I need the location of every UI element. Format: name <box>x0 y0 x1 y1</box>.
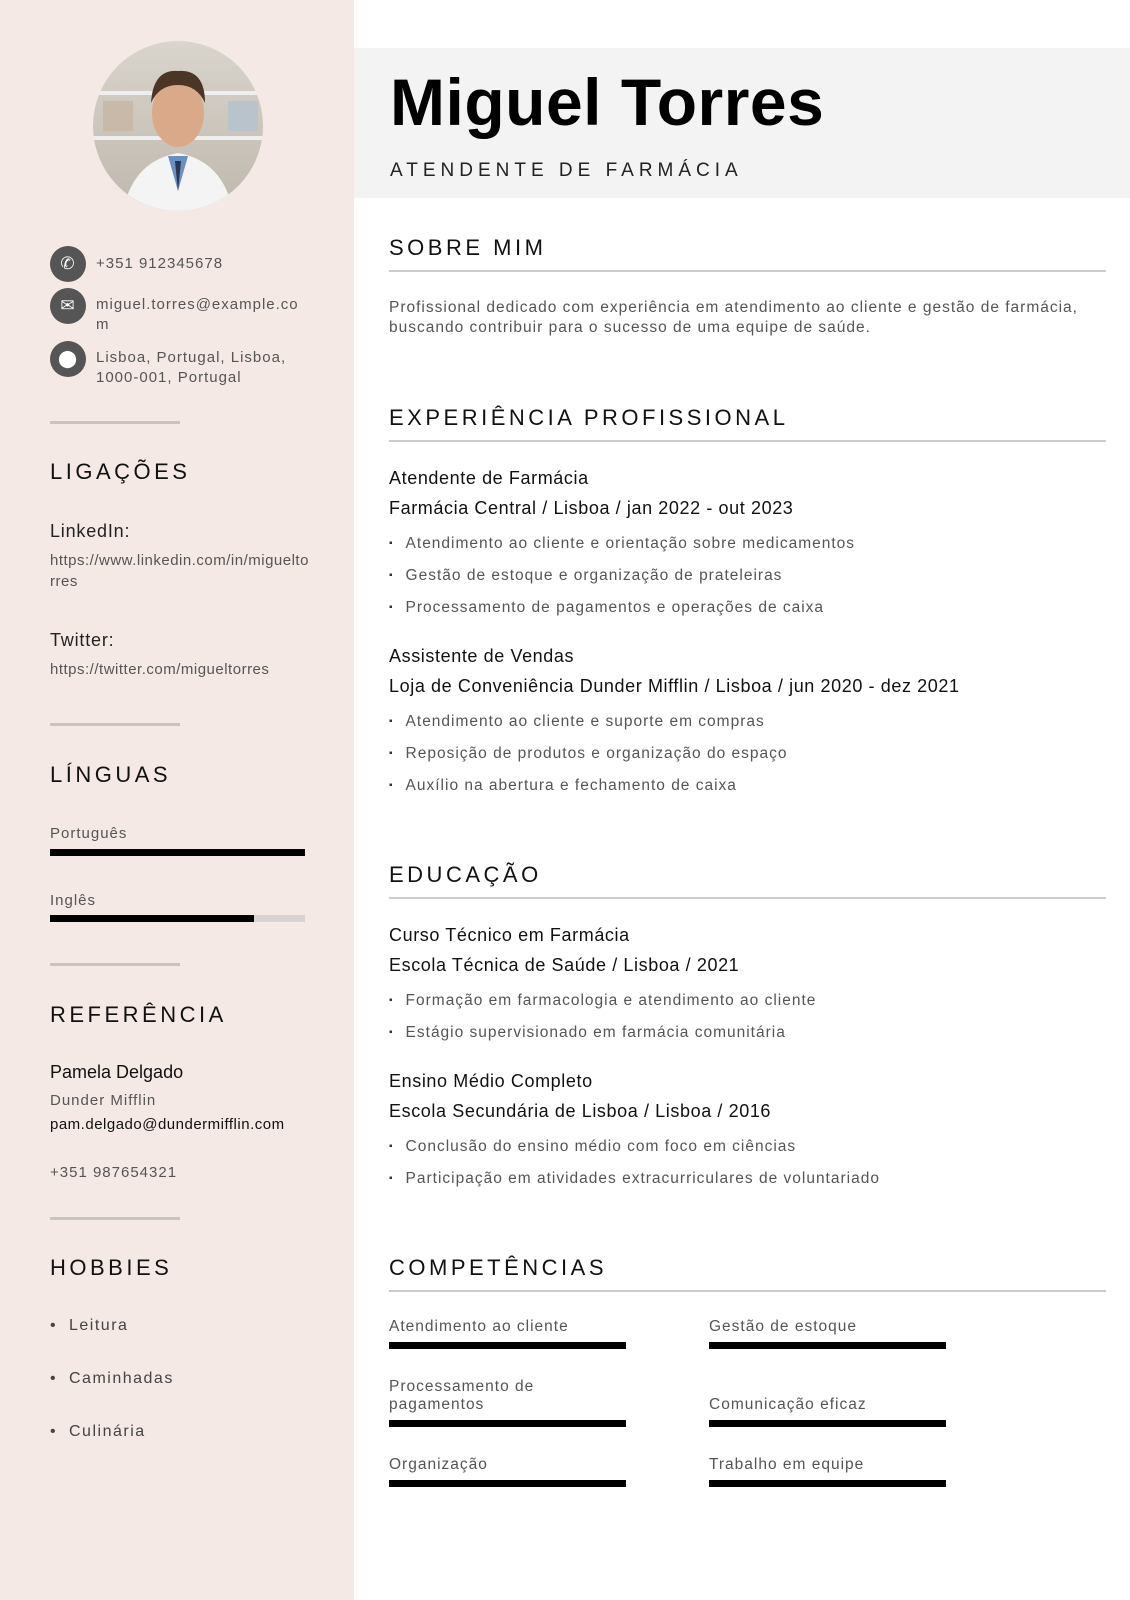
skills-heading: COMPETÊNCIAS <box>389 1255 608 1280</box>
job-details: Loja de Conveniência Dunder Mifflin / Lisboa / jun 2020 - dez 2021 <box>389 676 960 696</box>
skill-name: Comunicação eficaz <box>709 1396 867 1413</box>
level-fill <box>709 1480 946 1487</box>
bullet: ▪ Estágio supervisionado em farmácia comunitária <box>389 1017 816 1049</box>
reference-email: pam.delgado@dundermifflin.com <box>50 1116 285 1133</box>
divider <box>50 1217 180 1220</box>
hobby-item: • Leitura <box>50 1317 129 1334</box>
job-title: ATENDENTE DE FARMÁCIA <box>390 160 743 181</box>
level-fill <box>389 1420 626 1427</box>
job-bullets <box>389 528 855 624</box>
bullet: ▪ Participação em atividades extracurriculares de voluntariado <box>389 1163 880 1195</box>
divider <box>389 440 1106 442</box>
contact-phone: ✆ +351 912345678 <box>50 246 310 282</box>
linkedin-link[interactable]: https://www.linkedin.com/in/migueltorres <box>50 552 309 590</box>
skill-name: Organização <box>389 1456 488 1473</box>
language-name: Inglês <box>50 892 97 909</box>
skill-name: Gestão de estoque <box>709 1318 857 1335</box>
candidate-name: Miguel Torres <box>390 65 825 139</box>
hobby-item: • Culinária <box>50 1423 146 1440</box>
languages-heading: LÍNGUAS <box>50 762 172 787</box>
divider <box>389 270 1106 272</box>
bullet: ▪ Gestão de estoque e organização de prateleiras <box>389 560 855 592</box>
hobbies-heading: HOBBIES <box>50 1255 173 1280</box>
level-fill <box>389 1342 626 1349</box>
phone-icon: ✆ <box>50 246 86 282</box>
divider <box>389 1290 1106 1292</box>
divider <box>50 963 180 966</box>
about-heading: SOBRE MIM <box>389 235 547 260</box>
contact-email: ✉ miguel.torres@example.com <box>50 288 310 335</box>
education-entry <box>389 1066 771 1126</box>
skill-name: Processamento de pagamentos <box>389 1378 535 1413</box>
job-details: Farmácia Central / Lisboa / jan 2022 - out 2023 <box>389 498 794 518</box>
hobby-item: • Caminhadas <box>50 1370 174 1387</box>
bullet: ▪ Formação em farmacologia e atendimento ao cliente <box>389 985 816 1017</box>
level-fill <box>50 915 254 922</box>
bullet: ▪ Atendimento ao cliente e orientação sobre medicamentos <box>389 528 855 560</box>
education-heading: EDUCAÇÃO <box>389 862 542 887</box>
reference-heading: REFERÊNCIA <box>50 1002 227 1027</box>
divider <box>389 897 1106 899</box>
course-details: Escola Secundária de Lisboa / Lisboa / 2016 <box>389 1101 772 1121</box>
bullet: ▪ Processamento de pagamentos e operações de caixa <box>389 592 855 624</box>
bullet: ▪ Atendimento ao cliente e suporte em compras <box>389 706 787 738</box>
about-text: Profissional dedicado com experiência em atendimento ao cliente e gestão de farmácia, buscando contribuir para o sucesso de uma equipe de saúde. <box>389 299 1078 336</box>
bullet: ▪ Auxílio na abertura e fechamento de caixa <box>389 770 787 802</box>
links-heading: LIGAÇÕES <box>50 459 191 484</box>
job-bullets <box>389 706 787 802</box>
course-details: Escola Técnica de Saúde / Lisboa / 2021 <box>389 955 740 975</box>
language-level-bar <box>50 915 305 922</box>
bullet: ▪ Reposição de produtos e organização do espaço <box>389 738 787 770</box>
location-pin-icon: ⬤ <box>50 341 86 377</box>
skill-level-bar <box>709 1420 946 1427</box>
level-fill <box>709 1420 946 1427</box>
twitter-label: Twitter: <box>50 630 115 650</box>
job-role: Atendente de Farmácia <box>389 468 589 488</box>
level-fill <box>50 849 305 856</box>
divider <box>50 421 180 424</box>
divider <box>50 723 180 726</box>
skill-level-bar <box>709 1480 946 1487</box>
skill-name: Atendimento ao cliente <box>389 1318 569 1335</box>
profile-photo <box>93 41 263 211</box>
level-fill <box>389 1480 626 1487</box>
sidebar <box>0 0 354 1600</box>
reference-name: Pamela Delgado <box>50 1062 184 1082</box>
education-bullets <box>389 985 816 1049</box>
education-entry <box>389 920 739 980</box>
skill-level-bar <box>389 1420 626 1427</box>
language-name: Português <box>50 825 128 842</box>
job-entry <box>389 641 960 701</box>
skill-level-bar <box>389 1480 626 1487</box>
bullet: ▪ Conclusão do ensino médio com foco em ciências <box>389 1131 880 1163</box>
twitter-link[interactable]: https://twitter.com/migueltorres <box>50 661 270 678</box>
course-name: Ensino Médio Completo <box>389 1071 593 1091</box>
linkedin-label: LinkedIn: <box>50 521 131 541</box>
job-role: Assistente de Vendas <box>389 646 575 666</box>
level-fill <box>709 1342 946 1349</box>
envelope-icon: ✉ <box>50 288 86 324</box>
skill-name: Trabalho em equipe <box>709 1456 865 1473</box>
course-name: Curso Técnico em Farmácia <box>389 925 630 945</box>
language-level-bar <box>50 849 305 856</box>
reference-company: Dunder Mifflin <box>50 1092 157 1109</box>
skill-level-bar <box>709 1342 946 1349</box>
reference-phone: +351 987654321 <box>50 1164 178 1181</box>
job-entry <box>389 463 793 523</box>
education-bullets <box>389 1131 880 1195</box>
contact-address: ⬤ Lisboa, Portugal, Lisboa, 1000-001, Portugal <box>50 341 310 388</box>
experience-heading: EXPERIÊNCIA PROFISSIONAL <box>389 405 789 430</box>
skill-level-bar <box>389 1342 626 1349</box>
